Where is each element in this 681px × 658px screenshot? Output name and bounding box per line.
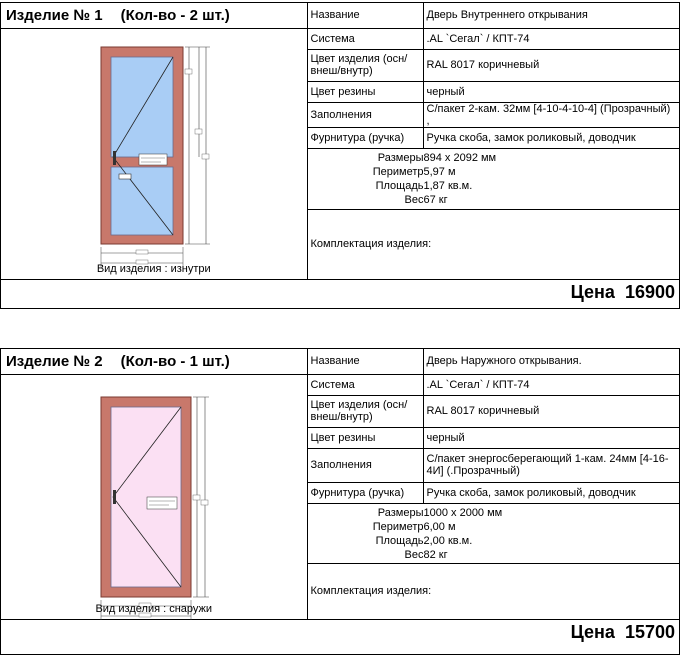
view-caption: Вид изделия : изнутри bbox=[96, 262, 211, 275]
size-label: Размеры bbox=[377, 506, 424, 519]
system-label: Система bbox=[307, 28, 423, 49]
product-qty: (Кол-во - 1 шт.) bbox=[120, 352, 230, 370]
price-value: 16900 bbox=[624, 282, 675, 303]
view-caption: Вид изделия : снаружи bbox=[95, 602, 213, 615]
product-card-2 bbox=[0, 348, 680, 655]
weight-value: 82 кг bbox=[423, 548, 448, 561]
metrics-cell bbox=[307, 503, 679, 563]
name-label: Название bbox=[307, 349, 423, 374]
color-value: RAL 8017 коричневый bbox=[423, 395, 679, 427]
color-label: Цвет изделия (осн/внеш/внутр) bbox=[307, 395, 423, 427]
product-drawing-cell bbox=[1, 374, 307, 619]
product-header bbox=[1, 3, 307, 28]
product-qty: (Кол-во - 2 шт.) bbox=[120, 6, 230, 24]
fill-value: С/пакет 2-кам. 32мм [4-10-4-10-4] (Прозрачный) , bbox=[423, 102, 679, 127]
product-header bbox=[1, 349, 307, 374]
hardware-value: Ручка скоба, замок роликовый, доводчик bbox=[423, 482, 679, 503]
perimeter-label: Периметр bbox=[372, 520, 424, 533]
rubber-label: Цвет резины bbox=[307, 427, 423, 448]
metrics-cell bbox=[307, 148, 679, 209]
price-value: 15700 bbox=[624, 622, 675, 643]
name-label: Название bbox=[307, 3, 423, 28]
system-value: .AL `Сегал` / КПТ-74 bbox=[423, 374, 679, 395]
product-drawing-cell bbox=[1, 28, 307, 279]
fill-label: Заполнения bbox=[307, 102, 423, 127]
komplekt-label: Комплектация изделия: bbox=[307, 563, 679, 619]
size-label: Размеры bbox=[377, 151, 424, 164]
fill-value: С/пакет энергосберегающий 1-кам. 24мм [4-16-4И] (.Прозрачный) bbox=[423, 448, 679, 482]
system-label: Система bbox=[307, 374, 423, 395]
product-title: Изделие № 1 bbox=[6, 6, 103, 24]
system-value: .AL `Сегал` / КПТ-74 bbox=[423, 28, 679, 49]
product-card-1 bbox=[0, 2, 680, 309]
name-value: Дверь Наружного открывания. bbox=[423, 349, 679, 374]
komplekt-label: Комплектация изделия: bbox=[307, 209, 679, 279]
door-drawing bbox=[1, 29, 307, 284]
price-label: Цена bbox=[570, 622, 615, 643]
fill-label: Заполнения bbox=[307, 448, 423, 482]
weight-label: Вес bbox=[404, 193, 424, 206]
area-label: Площадь bbox=[375, 534, 424, 547]
hardware-label: Фурнитура (ручка) bbox=[307, 127, 423, 148]
color-value: RAL 8017 коричневый bbox=[423, 49, 679, 81]
size-value: 1000 x 2000 мм bbox=[423, 506, 503, 519]
door-handle-icon bbox=[113, 151, 116, 165]
size-value: 894 x 2092 мм bbox=[423, 151, 497, 164]
rubber-value: черный bbox=[423, 81, 679, 102]
price-label: Цена bbox=[570, 282, 615, 303]
weight-value: 67 кг bbox=[423, 193, 448, 206]
color-label: Цвет изделия (осн/внеш/внутр) bbox=[307, 49, 423, 81]
door-drawing bbox=[1, 375, 307, 630]
name-value: Дверь Внутреннего открывания bbox=[423, 3, 679, 28]
perimeter-value: 6,00 м bbox=[423, 520, 456, 533]
product-title: Изделие № 2 bbox=[6, 352, 103, 370]
area-value: 2,00 кв.м. bbox=[423, 534, 473, 547]
hardware-label: Фурнитура (ручка) bbox=[307, 482, 423, 503]
rubber-value: черный bbox=[423, 427, 679, 448]
perimeter-value: 5,97 м bbox=[423, 165, 456, 178]
area-label: Площадь bbox=[375, 179, 424, 192]
weight-label: Вес bbox=[404, 548, 424, 561]
perimeter-label: Периметр bbox=[372, 165, 424, 178]
door-handle-icon bbox=[113, 490, 116, 504]
hardware-value: Ручка скоба, замок роликовый, доводчик bbox=[423, 127, 679, 148]
area-value: 1,87 кв.м. bbox=[423, 179, 473, 192]
rubber-label: Цвет резины bbox=[307, 81, 423, 102]
